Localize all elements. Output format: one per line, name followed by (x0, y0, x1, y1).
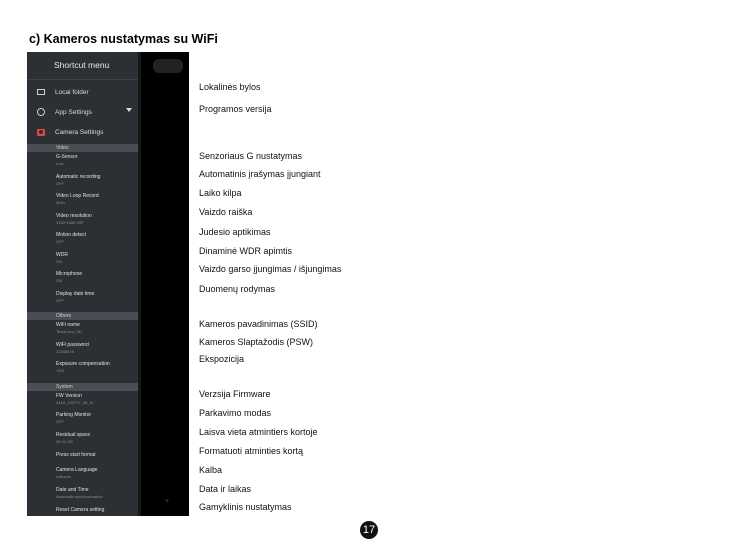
label-display-date: Duomenų rodymas (199, 284, 276, 294)
menu-item-label: App Settings (55, 108, 92, 116)
label-exposure: Ekspozicija (199, 354, 245, 364)
setting-motion-detect[interactable]: Motion detect OFF (56, 232, 87, 244)
caret-down-icon[interactable] (126, 108, 132, 112)
label-reset: Gamyklinis nustatymas (199, 502, 292, 512)
setting-wdr[interactable]: WDR ON (56, 251, 68, 264)
setting-microphone[interactable]: Microphone ON (56, 271, 83, 283)
label-fw-version: Verzsija Firmware (199, 389, 271, 399)
label-auto-recording: Automatinis įrašymas įjungiant (199, 169, 321, 179)
camera-icon (36, 127, 46, 137)
setting-video-resolution[interactable]: Video resolution 1920*1080 30P (56, 212, 92, 225)
menu-edge (138, 52, 141, 516)
menu-item-label: Camera Settings (55, 128, 104, 136)
shortcut-menu (27, 52, 138, 516)
menu-title: Shortcut menu (27, 52, 138, 80)
label-g-sensor: Senzoriaus G nustatymas (199, 151, 303, 161)
label-motion-detect: Judesio aptikimas (199, 227, 271, 237)
label-microphone: Vaizdo garso įjungimas / išjungimas (199, 264, 342, 274)
label-date-time: Data ir laikas (199, 484, 252, 494)
setting-camera-language[interactable]: Camera Language Lietuvos (56, 467, 98, 479)
section-header-system: System (27, 383, 138, 391)
section-header-video: Video (27, 144, 138, 152)
setting-wifi-password[interactable]: WiFi password 12345678 (56, 341, 89, 354)
label-loop-record: Laiko kilpa (199, 188, 242, 198)
label-language: Kalba (199, 465, 223, 475)
label-parking-monitor: Parkavimo modas (199, 408, 272, 418)
page-number: 17 (360, 521, 378, 539)
label-residual-space: Laisva vieta atmintiers kortoje (199, 427, 318, 437)
menu-item-label: Local folder (55, 88, 89, 96)
setting-fw-version[interactable]: FW Version A118_180717_3E_N (56, 392, 93, 405)
setting-press-start-format[interactable]: Press start format (56, 452, 96, 458)
setting-wifi-name[interactable]: WiFi name TeslaCam_HD (56, 322, 82, 334)
label-wifi-name: Kameros pavadinimas (SSID) (199, 319, 318, 329)
bottom-nav-icon[interactable]: + (164, 498, 170, 505)
setting-video-loop-record[interactable]: Video Loop Record 3min (56, 193, 99, 205)
section-header-others: Others (27, 312, 138, 320)
folder-icon (36, 87, 46, 97)
label-wdr: Dinaminė WDR apimtis (199, 246, 293, 256)
menu-item-camera-settings[interactable] (27, 122, 138, 142)
setting-display-date-time[interactable]: Display date time OFF (56, 290, 95, 303)
setting-reset-camera[interactable]: Reset Camera setting (56, 507, 105, 513)
setting-automatic-recording[interactable]: Automatic recording OFF (56, 173, 101, 186)
phone-screenshot (27, 52, 189, 516)
label-format-card: Formatuoti atminties kortą (199, 446, 304, 456)
label-local-folder: Lokalinės bylos (199, 82, 261, 92)
label-app-version: Programos versija (199, 104, 272, 114)
gear-icon (36, 107, 46, 117)
setting-g-sensor[interactable]: G-Sensor Low (56, 154, 78, 166)
setting-date-and-time[interactable]: Date and Time Automatic synchronization (56, 486, 103, 499)
setting-residual-space[interactable]: Residual space 29.41 GB (56, 431, 91, 444)
label-video-resolution: Vaizdo raiška (199, 207, 253, 217)
top-right-control[interactable] (153, 59, 183, 73)
menu-item-app-settings[interactable] (27, 102, 138, 122)
section-heading: c) Kameros nustatymas su WiFi (29, 32, 218, 46)
setting-exposure-compensation[interactable]: Exposure compensation +0/3 (56, 361, 110, 373)
setting-parking-monitor[interactable]: Parking Monitor OFF (56, 412, 92, 424)
menu-item-local-folder[interactable] (27, 82, 138, 102)
label-wifi-password: Kameros Slaptažodis (PSW) (199, 337, 314, 347)
